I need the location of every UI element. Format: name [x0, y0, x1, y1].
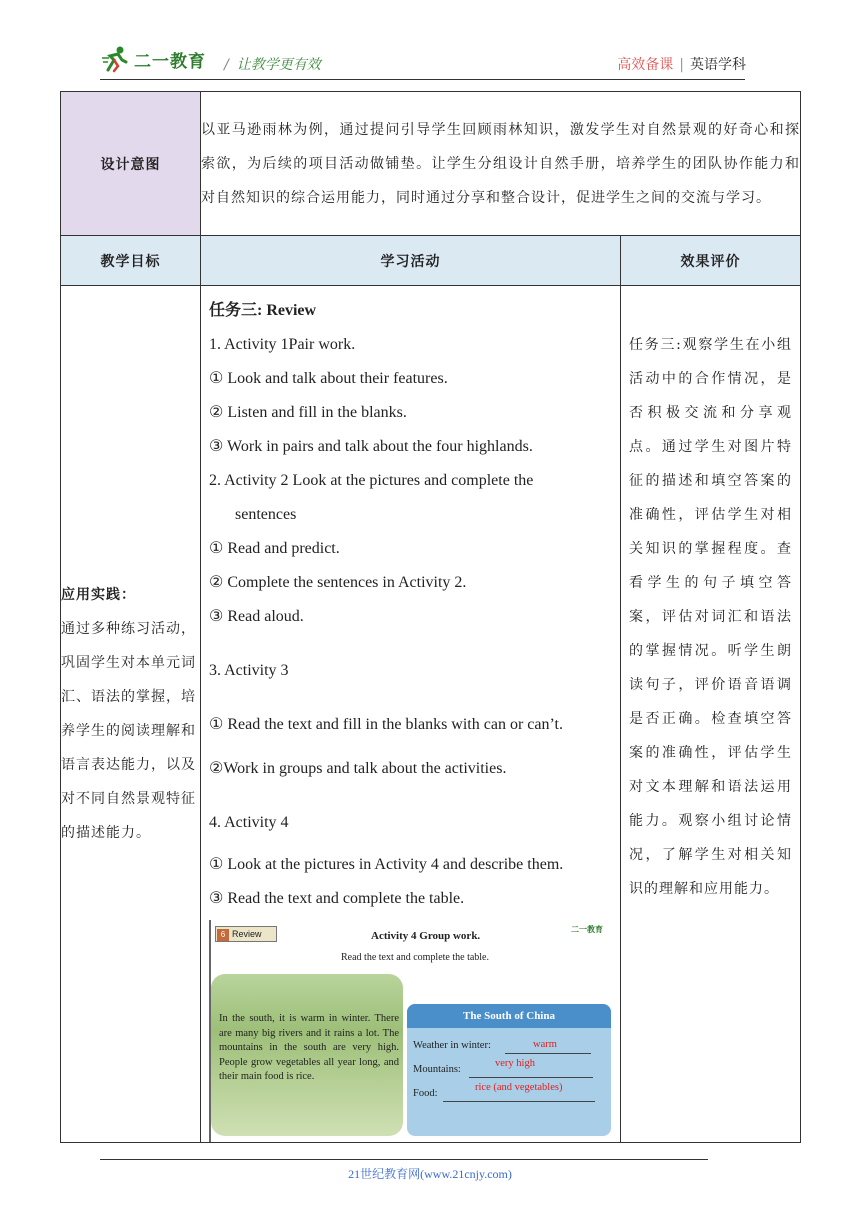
- objective-text: 通过多种练习活动，巩固学生对本单元词汇、语法的掌握，培养学生的阅读理解和语言表达能力，以及对不同自然景观特征的描述能力。: [61, 621, 196, 841]
- activity-line: 3. Activity 3: [209, 662, 289, 679]
- badge-label: Review: [232, 929, 262, 939]
- footer-rule: [100, 1159, 708, 1160]
- activity-line: ① Read and predict.: [209, 540, 340, 557]
- activity-line: ③ Work in pairs and talk about the four highlands.: [209, 438, 533, 455]
- card-row-weather: [413, 1040, 605, 1051]
- col-header-evaluation: 效果评价: [621, 236, 801, 286]
- activity-line: ② Complete the sentences in Activity 2.: [209, 574, 467, 591]
- activity-line: sentences: [235, 506, 297, 523]
- slogan-separator: /: [224, 57, 229, 73]
- header-tag-subject: 英语学科: [690, 57, 746, 73]
- evaluation-cell: [621, 286, 801, 1143]
- activity-line: ③ Read the text and complete the table.: [209, 890, 465, 907]
- slide-logo: 二一教育: [571, 925, 603, 934]
- task-title: 任务三: Review: [209, 302, 317, 319]
- activity4-slide-image: [209, 920, 611, 1142]
- slogan-text: 让教学更有效: [236, 57, 321, 73]
- intent-text: 以亚马逊雨林为例，通过提问引导学生回顾雨林知识，激发学生对自然景观的好奇心和探索欲，为后续的项目活动做铺垫。让学生分组设计自然手册，培养学生的团队协作能力和对自然知识的综合运用能力，同时通过分享和整合设计，促进学生之间的交流与学习。: [201, 92, 801, 236]
- review-badge: [215, 926, 277, 942]
- activity-line: ① Look and talk about their features.: [209, 370, 448, 387]
- card-row-answer: warm: [533, 1039, 557, 1050]
- card-row-answer: rice (and vegetables): [475, 1082, 563, 1093]
- card-row-label: Food:: [413, 1088, 438, 1099]
- slide-subtitle: Read the text and complete the table.: [341, 952, 489, 963]
- badge-number: 6: [217, 929, 229, 941]
- slide-title: Activity 4 Group work.: [371, 930, 481, 942]
- page-header: [100, 44, 760, 80]
- activity-line: 2. Activity 2 Look at the pictures and complete the: [209, 472, 534, 489]
- col-header-activities: 学习活动: [201, 236, 621, 286]
- header-right: [617, 54, 746, 74]
- logo-text: 二一教育: [134, 51, 206, 72]
- header-divider: |: [679, 57, 684, 73]
- card-title: The South of China: [407, 1004, 611, 1028]
- intent-label: 设计意图: [61, 92, 201, 236]
- header-tag-prep: 高效备课: [617, 57, 674, 73]
- header-row: [61, 236, 801, 286]
- slide-passage: In the south, it is warm in winter. There are many big rivers and it rains a lot. The mountains in the south are very high. People grow vegetables all year long, and their main food is rice.: [219, 1013, 399, 1082]
- runner-logo-icon: [100, 44, 130, 74]
- south-china-card: [407, 1004, 611, 1136]
- content-row: [61, 286, 801, 1143]
- objective-title: 应用实践：: [61, 587, 136, 603]
- activity-line: ① Look at the pictures in Activity 4 and describe them.: [209, 856, 564, 873]
- card-row-answer: very high: [495, 1058, 535, 1069]
- footer-link[interactable]: 21世纪教育网(www.21cnjy.com): [348, 1167, 512, 1181]
- col-header-objective: 教学目标: [61, 236, 201, 286]
- activity-line: ① Read the text and fill in the blanks with can or can’t.: [209, 716, 563, 733]
- card-row-label: Weather in winter:: [413, 1040, 491, 1051]
- card-row-label: Mountains:: [413, 1064, 461, 1075]
- evaluation-text: 任务三:观察学生在小组活动中的合作情况，是否积极交流和分享观点。通过学生对图片特征的描述和填空答案的准确性，评估学生对相关知识的掌握程度。查看学生的句子填空答案，评估对词汇和语法的掌握情况。听学生朗读句子，评价语音语调是否正确。检查填空答案的准确性，评估学生对文本理解和语法运用能力。观察小组讨论情况，了解学生对相关知识的理解和应用能力。: [629, 337, 792, 897]
- activity-line: ② Listen and fill in the blanks.: [209, 404, 407, 421]
- header-rule: [100, 79, 745, 80]
- activities-cell: [201, 286, 621, 1143]
- activity-line: ③ Read aloud.: [209, 608, 304, 625]
- logo: [100, 44, 206, 74]
- activity-line: 4. Activity 4: [209, 814, 289, 831]
- card-row-food: [413, 1082, 605, 1099]
- card-row-mountains: [413, 1058, 605, 1075]
- activity-line: ②Work in groups and talk about the activities.: [209, 760, 507, 777]
- lesson-table: [60, 91, 801, 1143]
- objective-cell: [61, 286, 201, 1143]
- intent-row: [61, 92, 801, 236]
- activity-line: 1. Activity 1Pair work.: [209, 336, 356, 353]
- slogan: [224, 54, 321, 74]
- tea-field-photo: [211, 974, 403, 1136]
